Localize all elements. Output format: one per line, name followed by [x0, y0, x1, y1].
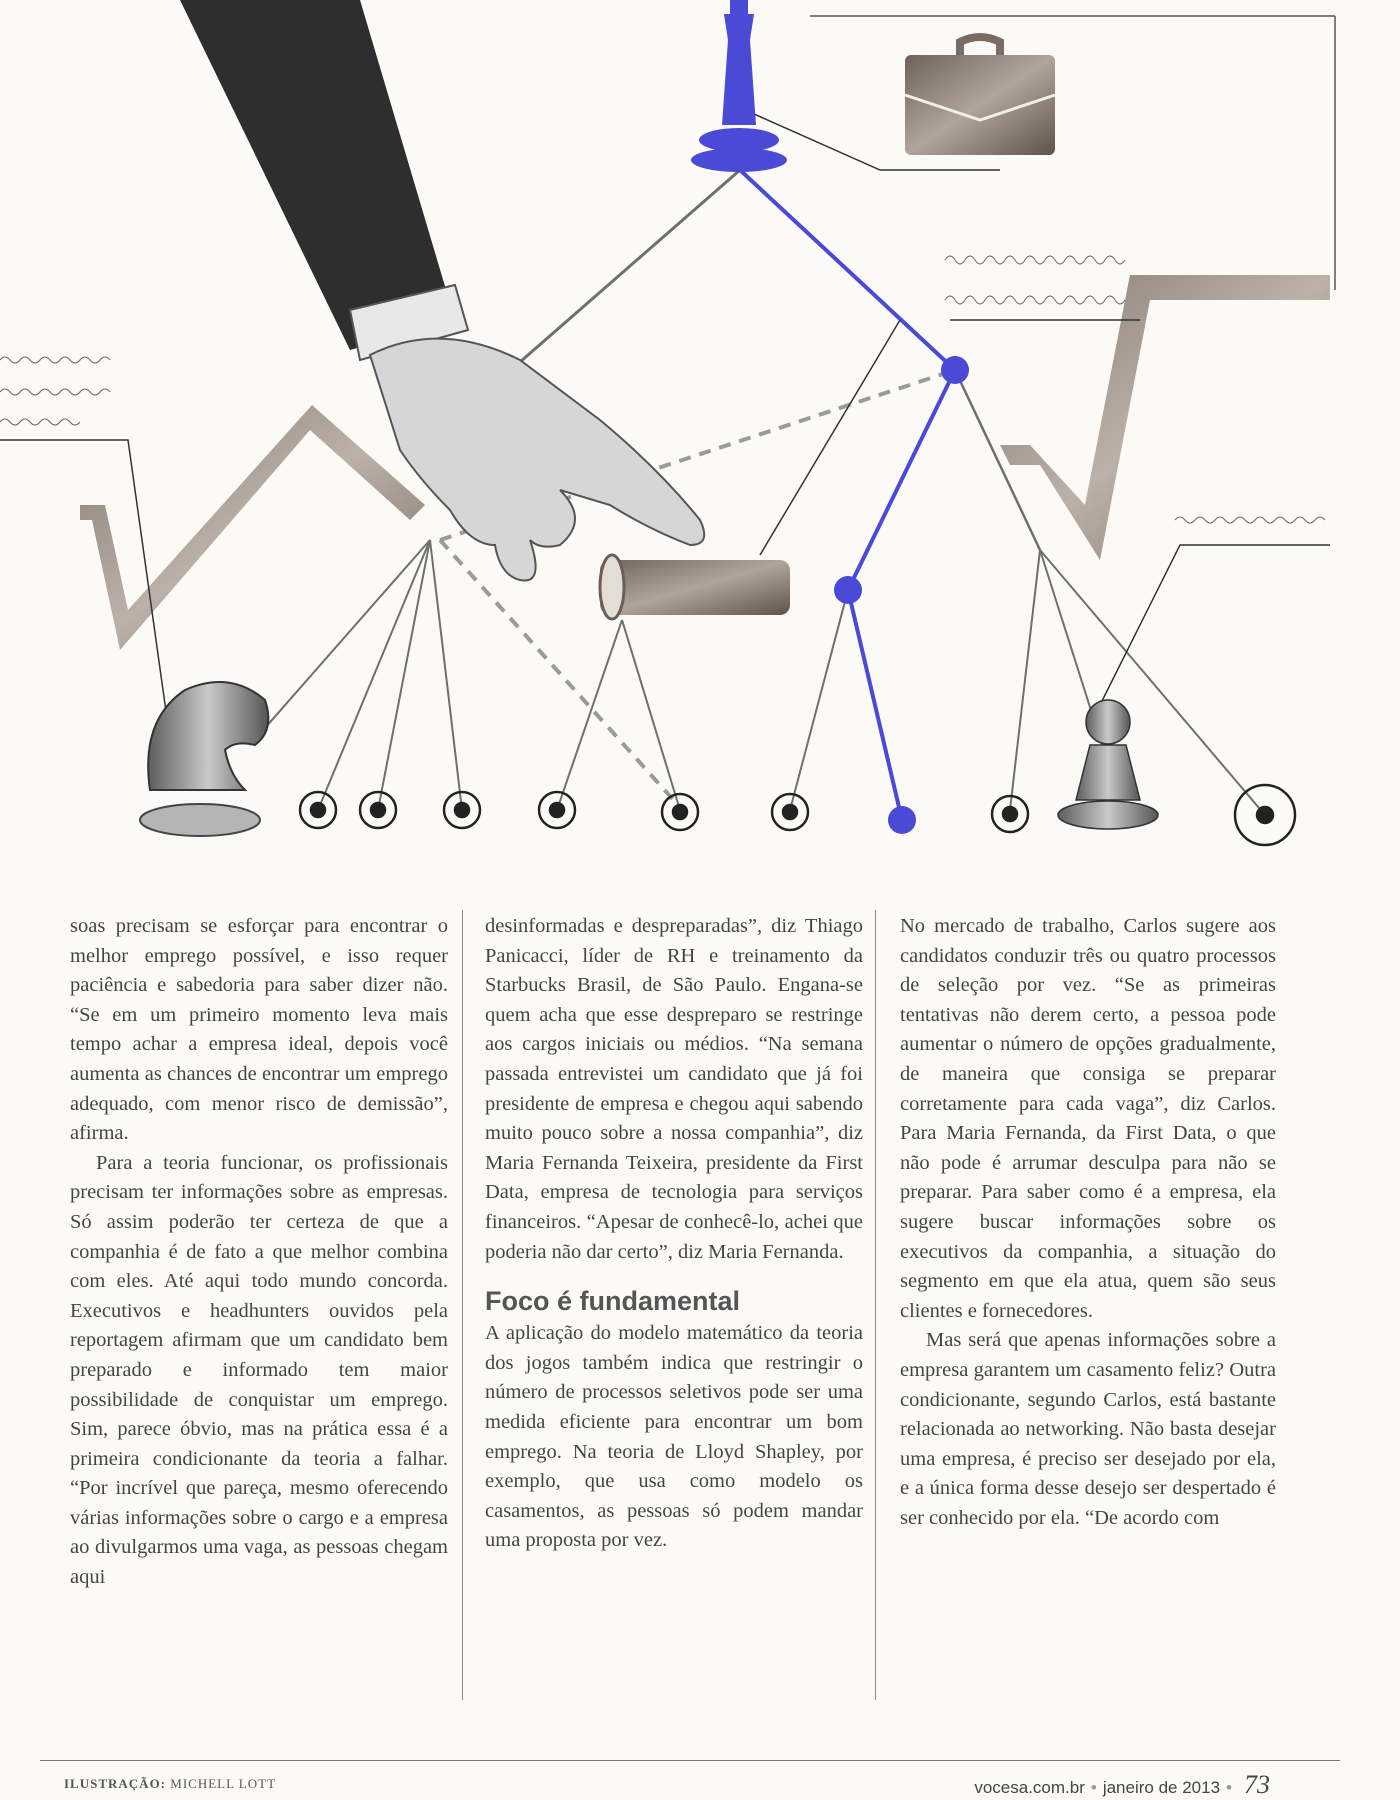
illustration-credit	[64, 1776, 276, 1792]
king-piece-icon	[691, 0, 787, 172]
footer-rule	[40, 1760, 1340, 1761]
blue-node	[941, 356, 969, 384]
issue-date: janeiro de 2013	[1102, 1778, 1221, 1797]
game-theory-illustration	[0, 0, 1400, 870]
paragraph: soas precisam se esforçar para encontrar o melhor emprego possível, e isso requer paciência e sabedoria para saber dizer não. “Se em um primeiro momento leva mais tempo achar a empresa ideal, depois você aumenta as chances de encontrar um emprego adequado, com menor risco de demissão”, afirma.	[70, 915, 448, 1145]
leaf-node	[1235, 785, 1295, 845]
site-url: vocesa.com.br	[974, 1778, 1085, 1797]
column-rule	[875, 910, 876, 1700]
leaf-node	[360, 792, 396, 828]
page-footer: vocesa.com.br • janeiro de 2013 • 73	[974, 1770, 1270, 1799]
blue-node	[834, 576, 862, 604]
leaf-node	[662, 794, 698, 830]
credit-name: MICHELL LOTT	[170, 1776, 277, 1791]
article-column-1	[70, 912, 448, 1593]
article-column-2	[485, 912, 863, 1556]
pawn-piece-icon	[1058, 700, 1158, 829]
briefcase-icon	[905, 37, 1055, 155]
column-rule	[462, 910, 463, 1700]
leaf-node	[539, 792, 575, 828]
knight-piece-icon	[140, 682, 268, 836]
page-number: 73	[1244, 1770, 1270, 1799]
leaf-node	[444, 792, 480, 828]
zigzag-left	[80, 405, 425, 650]
leaf-node	[772, 794, 808, 830]
leaf-node	[300, 792, 336, 828]
paragraph: No mercado de trabalho, Carlos sugere aos candidatos conduzir três ou quatro processos de seleção por vez. “Se as primeiras tentativas não derem certo, a pessoa pode aumentar o número de opções gradualmente, de maneira que consiga se preparar corretamente para cada vaga”, diz Carlos. Para Maria Fernanda, da First Data, o que não pode é arrumar desculpa para não se preparar. Para saber como é a empresa, ela sugere buscar informações sobre os executivos da companhia, a situação do segmento em que ela atua, quem são seus clientes e fornecedores.	[900, 915, 1276, 1322]
subheading: Foco é fundamental	[485, 1286, 741, 1317]
scroll-icon	[600, 555, 790, 619]
paragraph: Mas será que apenas informações sobre a empresa garantem um casamento feliz? Outra condicionante, segundo Carlos, está bastante relacionada ao networking. Não basta desejar uma empresa, é preciso ser desejado por ela, e a única forma desse desejo ser despertado é ser conhecido por ela. “De acordo com	[900, 1329, 1276, 1529]
article-column-3	[900, 912, 1276, 1533]
paragraph: Para a teoria funcionar, os profissionais precisam ter informações sobre as empresas. Só assim poderão ter certeza de que a companhia é de fato a que melhor combina com eles. Até aqui todo mundo concorda. Executivos e headhunters ouvidos pela reportagem afirmam que um candidato bem preparado e informado tem maior possibilidade de conquistar um emprego. Sim, parece óbvio, mas na prática essa é a primeira condicionante da teoria a falhar. “Por incrível que pareça, mesmo oferecendo várias informações sobre o cargo e a empresa ao divulgarmos uma vaga, as pessoas chegam aqui	[70, 1151, 448, 1589]
hand	[370, 339, 704, 581]
credit-label: ILUSTRAÇÃO:	[64, 1776, 167, 1791]
paragraph: desinformadas e despreparadas”, diz Thiago Panicacci, líder de RH e treinamento da Starbucks Brasil, de São Paulo. Engana-se quem acha que esse despreparo se restringe aos cargos iniciais ou médios. “Na semana passada entrevistei um candidato que já foi presidente de empresa e chegou aqui sabendo muito pouco sobre a nossa companhia”, diz Maria Fernanda Teixeira, presidente da First Data, empresa de tecnologia para serviços financeiros. “Apesar de conhecê-lo, achei que poderia não dar certo”, diz Maria Fernanda.	[485, 915, 863, 1263]
blue-node	[888, 806, 916, 834]
paragraph: A aplicação do modelo matemático da teoria dos jogos também indica que restringir o número de processos seletivos pode ser uma medida eficiente para encontrar um bom emprego. Na teoria de Lloyd Shapley, por exemplo, que usa como modelo os casamentos, as pessoas só podem mandar uma proposta por vez.	[485, 1322, 863, 1552]
